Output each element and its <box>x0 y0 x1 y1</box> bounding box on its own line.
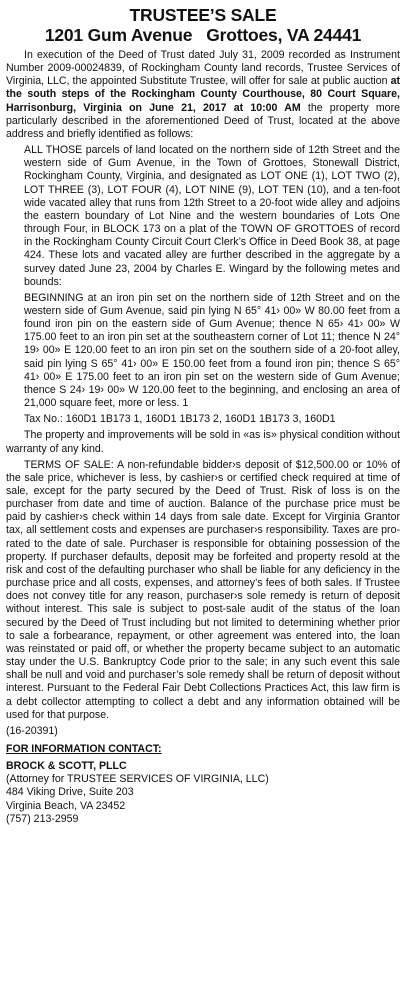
legal-description-paragraph: ALL THOSE parcels of land located on the northern side of 12th Street and the western side of Gum Avenue, in the Town of Grottoes, Stonewall District, Rockingham County, Virginia, and designated as LOT ONE (1), LOT TWO (2), LOT THREE (3), LOT FOUR (4), LOT NINE (9), LOT TEN (10), and a ten-foot wide vacated alley that runs from 12th Street to a 20-foot wide alley and adjoins the eastern boundary of Lot Nine and the western boundaries of Lots One through Four, in BLOCK 173 on a plat of the TOWN OF GROTTOES of record in the Rockingham County Circuit Court Clerk’s Office in Deed Book 38, at page 424. These lots and vacated alley are further described in the aggregate by a survey dated June 23, 2004 by Charles E. Wingard by the following metes and bounds: <box>24 144 400 288</box>
firm-phone: (757) 213-2959 <box>6 812 79 825</box>
firm-street: 484 Viking Drive, Suite 203 <box>6 786 134 799</box>
as-is-paragraph: The property and improvements will be sold in «as is» physical condition without warranty of any kind. <box>6 429 400 455</box>
attorney-line: (Attorney for TRUSTEE SERVICES OF VIRGINIA, LLC) <box>6 773 269 786</box>
notice-title: TRUSTEE’S SALE <box>129 5 277 25</box>
firm-name: BROCK & SCOTT, PLLC <box>6 760 127 773</box>
firm-city: Virginia Beach, VA 23452 <box>6 799 126 812</box>
case-number: (16-20391) <box>6 724 58 737</box>
street-address: 1201 Gum Avenue <box>44 25 193 45</box>
metes-and-bounds-paragraph: BEGINNING at an iron pin set on the northern side of 12th Street and on the western side of Gum Avenue, said pin lying N 65° 41› 00» W 80.00 feet from a found iron pin on the eastern side of Gum Avenue; thence N 65› 41› 00» W 175.00 feet to an iron pin set at the southeastern corner of Lot 11; thence N 24° 19› 00» E 120.00 feet to an iron pin set on the southern side of a 20-foot alley, said pin lying S 65° 41› 00» E 150.00 feet from a found iron pin; thence S 65° 41› 00» E 175.00 feet to an iron pin set on the western side of Gum Avenue; thence S 24› 19› 00» W 120.00 feet to the beginning, and enclosing an area of 21,000 square feet, more or less. 1 <box>24 291 400 410</box>
city-state-zip: Grottoes, VA 24441 <box>206 25 362 45</box>
tax-numbers: Tax No.: 160D1 1B173 1, 160D1 1B173 2, 160D1 1B173 3, 160D1 <box>24 413 336 426</box>
property-address <box>6 25 400 46</box>
auction-location-time: at the south steps of the Rockingham County Courthouse, 80 Court Square, Harrisonburg, Virginia on June 21, 2017 at 10:00 AM <box>6 75 400 114</box>
intro-paragraph: In execution of the Deed of Trust dated July 31, 2009 recorded as Instrument Number 2009-00024839, of Rockingham County land records, Trustee Services of Virginia, LLC, the appointed Substitute Trustee, will offer for sale at public auction at the south steps of the Rockingham County Courthouse, 80 Court Square, Harrisonburg, Virginia on June 21, 2017 at 10:00 AM the property more particularly described in the aforementioned Deed of Trust, located at the above address and briefly identified as follows: <box>6 49 400 140</box>
contact-heading: FOR INFORMATION CONTACT: <box>6 742 162 755</box>
terms-of-sale-paragraph: TERMS OF SALE: A non-refundable bidder›s deposit of $12,500.00 or 10% of the sale price, whichever is less, by cashier›s or certified check required at time of sale, except for the party secured by the Deed of Trust. Risk of loss is on the purchaser from date and time of auction. Balance of the purchase price must be paid by cashier›s check within 14 days from sale date. Except for Virginia Grantor tax, all settlement costs and expenses are purchaser›s responsibility. Taxes are pro-rated to the date of sale. Purchaser is responsible for obtaining possession of the property. If purchaser defaults, deposit may be forfeited and property resold at the risk and cost of the defaulting purchaser who shall be liable for any deficiency in the purchase price and all costs, expenses, and attorney’s fees of both sales. If Trustee does not convey title for any reason, purchaser›s sole remedy is return of deposit without interest. This sale is subject to post-sale audit of the status of the loan secured by the Deed of Trust including but not limited to determining whether prior to sale a forbearance, repayment, or other agreement was entered into, the loan was reinstated or paid off, or whether the property became subject to an automatic stay under the U.S. Bankruptcy Code prior to the sale; in any such event this sale shall be null and void and purchaser’s sole remedy shall be return of deposit without interest. Pursuant to the Federal Fair Debt Collections Practices Act, this law firm is a debt collector attempting to collect a debt and any information obtained will be used for that purpose. <box>6 458 400 721</box>
